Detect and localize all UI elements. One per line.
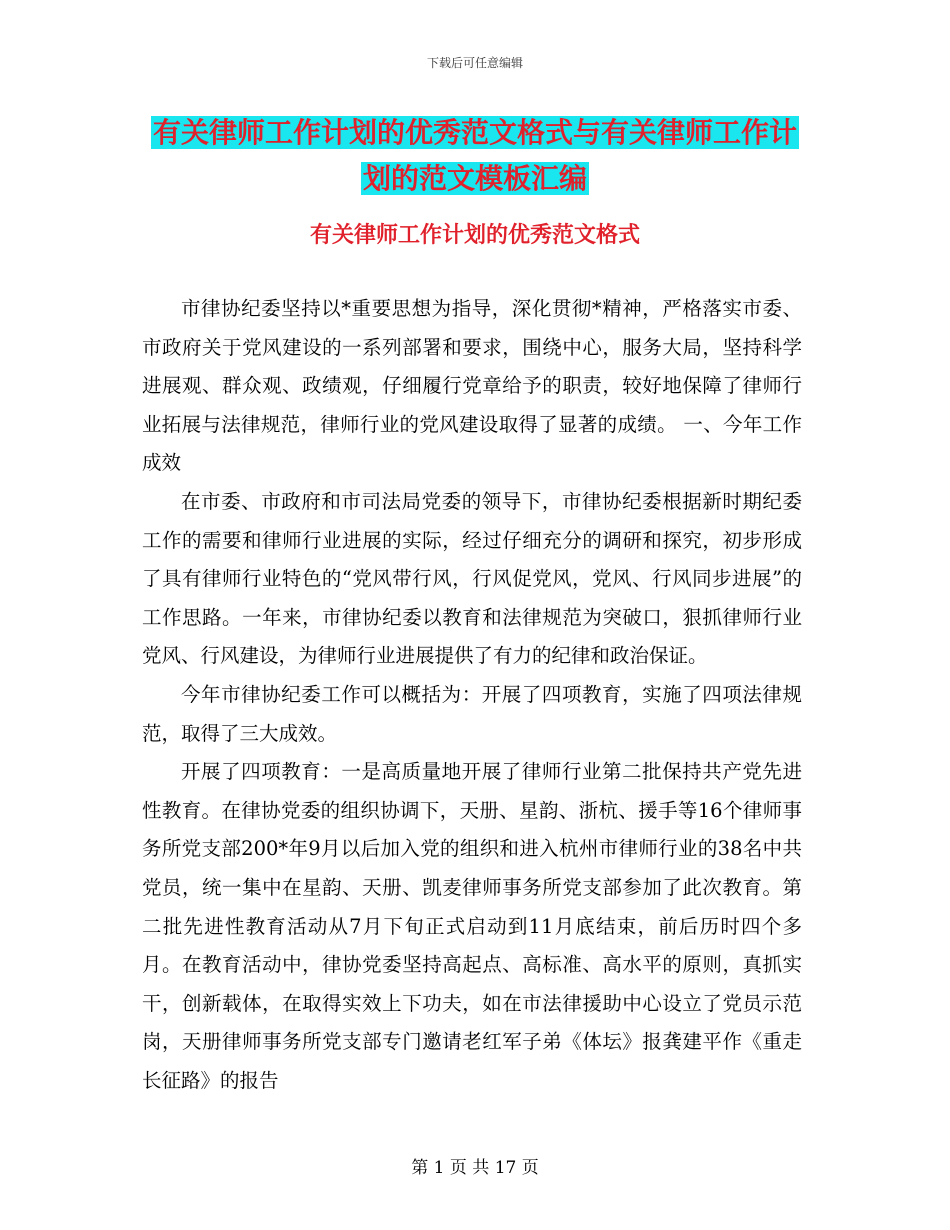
document-body [142,290,802,1100]
page-footer: 第 1 页 共 17 页 [411,1158,539,1178]
title-highlight-1: 有关律师工作计划的优秀范文格式与有关律师工作计 [152,116,797,149]
title-line-1 [0,110,950,156]
paragraph: 开展了四项教育：一是高质量地开展了律师行业第二批保持共产党先进性教育。在律协党委的组织协调下，天册、星韵、浙杭、援手等16个律师事务所党支部200*年9月以后加入党的组织和进入杭州市律师行业的38名中共党员，统一集中在星韵、天册、凯麦律师事务所党支部参加了此次教育。第二批先进性教育活动从7月下旬正式启动到11月底结束，前后历时四个多月。在教育活动中，律协党委坚持高起点、高标准、高水平的原则，真抓实干，创新载体，在取得实效上下功夫，如在市法律援助中心设立了党员示范岗，天册律师事务所党支部专门邀请老红军子弟《体坛》报龚建平作《重走长征路》的报告 [142,760,802,1092]
title-highlight-2: 划的范文模板汇编 [362,162,587,195]
paragraph: 市律协纪委坚持以*重要思想为指导，深化贯彻*精神，严格落实市委、市政府关于党风建设的一系列部署和要求，围绕中心，服务大局，坚持科学进展观、群众观、政绩观，仔细履行党章给予的职责，较好地保障了律师行业拓展与法律规范，律师行业的党风建设取得了显著的成绩。 一、今年工作成效 [142,297,802,475]
header-note: 下载后可任意编辑 [426,56,523,70]
title-line-2 [0,156,950,202]
paragraph: 在市委、市政府和市司法局党委的领导下，市律协纪委根据新时期纪委工作的需要和律师行业进展的实际，经过仔细充分的调研和探究，初步形成了具有律师行业特色的“党风带行风，行风促党风，党风、行风同步进展”的工作思路。一年来，市律协纪委以教育和法律规范为突破口，狠抓律师行业党风、行风建设，为律师行业进展提供了有力的纪律和政治保证。 [142,489,802,668]
paragraph: 今年市律协纪委工作可以概括为：开展了四项教育，实施了四项法律规范，取得了三大成效。 [142,682,802,745]
document-title [0,110,950,202]
section-title: 有关律师工作计划的优秀范文格式 [309,223,640,248]
